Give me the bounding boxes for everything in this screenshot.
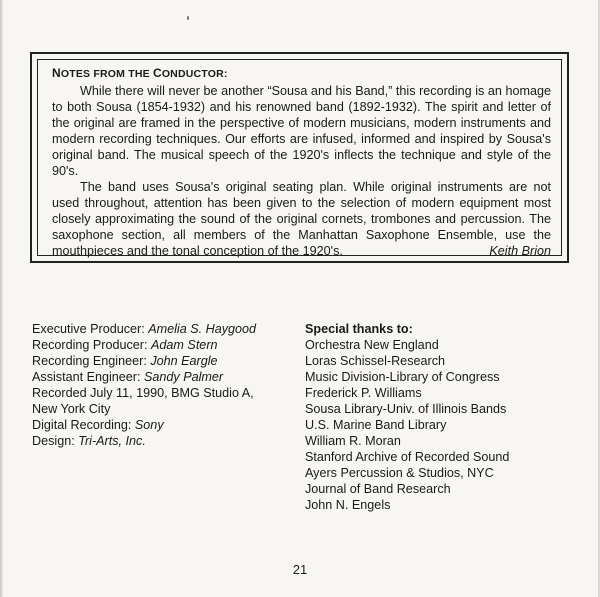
page-edge-shadow: [0, 0, 3, 597]
credit-row: Recording Producer: Adam Stern: [32, 338, 218, 352]
thanks-item: U.S. Marine Band Library: [305, 418, 447, 432]
thanks-item: Orchestra New England: [305, 338, 439, 352]
conductor-notes-paragraph-2: The band uses Sousa's original seating plan. While original instruments are not used throughout, attention has been given to the selection of modern equipment most closely approximating the sound of the original cornets, trombones and percussion. The saxophone section, all members of the Manhattan Saxophone Ensemble, use the mouthpieces and the tonal conception of the 1920's. Keith Brion: [52, 180, 551, 258]
thanks-item: Stanford Archive of Recorded Sound: [305, 450, 510, 464]
credit-row: Recording Engineer: John Eargle: [32, 354, 218, 368]
thanks-item: Frederick P. Williams: [305, 386, 422, 400]
credit-row: New York City: [32, 402, 111, 416]
page-number: 21: [292, 562, 308, 577]
conductor-notes-paragraph-1: While there will never be another “Sousa and his Band,” this recording is an homage to both Sousa (1854-1932) and his renowned band (1892-1932). The spirit and letter of the original are framed in the perspective of modern musicians, modern instruments and modern recording techniques. Our efforts are infused, informed and inspired by Sousa's original band. The musical speech of the 1920's inflects the technique and style of the 90's.: [52, 84, 551, 178]
thanks-item: Loras Schissel-Research: [305, 354, 445, 368]
production-credits: [32, 321, 292, 449]
credit-row: Executive Producer: Amelia S. Haygood: [32, 322, 257, 336]
thanks-item: William R. Moran: [305, 434, 401, 448]
credit-row: Assistant Engineer: Sandy Palmer: [32, 370, 224, 384]
special-thanks: [305, 321, 565, 513]
thanks-item: Journal of Band Research: [305, 482, 451, 496]
print-speck: [187, 16, 189, 20]
credit-row: Design: Tri-Arts, Inc.: [32, 434, 146, 448]
special-thanks-heading: Special thanks to:: [305, 322, 413, 336]
thanks-item: Music Division-Library of Congress: [305, 370, 500, 384]
thanks-item: John N. Engels: [305, 498, 391, 512]
conductor-notes-inner-frame: [37, 59, 562, 256]
signature: Keith Brion: [489, 244, 551, 258]
conductor-notes-title: NOTES FROM THE CONDUCTOR:: [52, 66, 228, 80]
conductor-notes-box: [30, 52, 569, 263]
thanks-item: Ayers Percussion & Studios, NYC: [305, 466, 494, 480]
thanks-item: Sousa Library-Univ. of Illinois Bands: [305, 402, 507, 416]
credit-row: Recorded July 11, 1990, BMG Studio A,: [32, 386, 254, 400]
credit-row: Digital Recording: Sony: [32, 418, 164, 432]
